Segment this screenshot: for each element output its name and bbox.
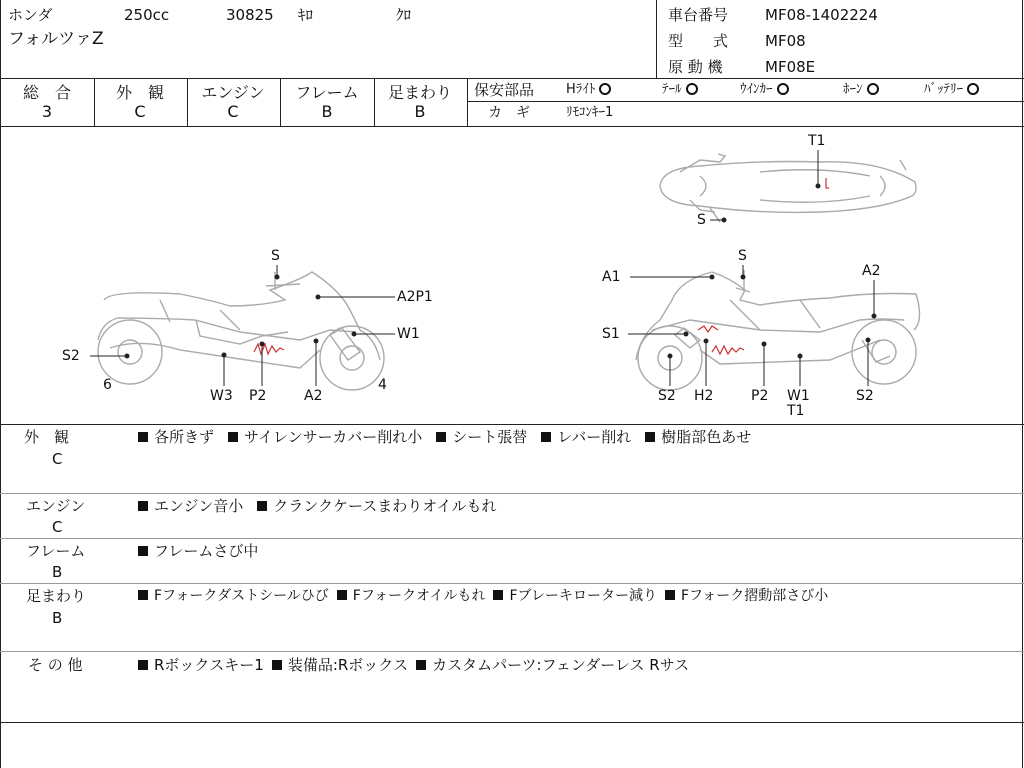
note-grade: C [52,450,63,468]
safety-item-horn [843,81,879,99]
diagram-label: A1 [602,269,621,285]
safety-item-label: ﾎｰﾝ [843,82,863,97]
note-text: シート張替 [452,428,528,446]
safety-item-label: ｳｲﾝｶｰ [740,82,773,97]
list-item [493,588,657,604]
bullet-square-icon [436,432,446,442]
diagram-label: H2 [694,388,714,404]
diagram-label: T1 [808,133,826,149]
bullet-square-icon [228,432,238,442]
grade-suspension-label: 足まわり [387,83,452,102]
note-category: 外 観 [24,428,70,446]
list-item [416,656,689,674]
diagram-label: A2 [862,263,881,279]
grade-suspension-value: B [414,102,426,121]
bullet-square-icon [257,501,267,511]
diagram-label: W1 [787,388,810,404]
diagram-label: W1 [397,326,420,342]
diagram-label: A2P1 [397,289,433,305]
note-text: フレームさび中 [154,542,259,560]
diagram-label: S2 [856,388,874,404]
maker: ホンダ [8,6,53,24]
ok-circle-icon [967,83,979,95]
ok-circle-icon [599,83,611,95]
note-items-other [138,656,703,674]
diagram-label: S2 [62,348,80,364]
grade-exterior-label: 外 観 [115,83,164,102]
note-text: クランクケースまわりオイルもれ [273,497,497,515]
bullet-square-icon [138,432,148,442]
mileage: 30825 [226,6,274,24]
note-category: フレーム [26,542,86,560]
list-item [138,497,243,515]
ok-circle-icon [867,83,879,95]
ok-circle-icon [777,83,789,95]
diagram-label: A2 [304,388,323,404]
engine-label: 原 動 機 [668,58,723,76]
safety-label: 保安部品 [474,81,535,99]
diagram-label: S1 [602,326,620,342]
note-text: Fフォークオイルもれ [352,588,486,604]
list-item [138,656,264,674]
note-grade: B [52,609,63,627]
type-label: 型 式 [668,32,729,50]
damage-mark [254,344,284,354]
safety-item-headlight [566,81,611,99]
note-text: カスタムパーツ:フェンダーレス Rサス [432,656,690,674]
list-item [436,428,527,446]
diagram-label: S [697,212,706,228]
diagram-label: 4 [378,377,387,393]
safety-item-winker [740,81,789,99]
diagram-label: W3 [210,388,233,404]
bullet-square-icon [541,432,551,442]
diagram-label: P2 [249,388,267,404]
note-category: 足まわり [26,587,87,605]
displacement: 250cc [124,6,170,24]
right-side-scooter [636,270,920,390]
note-grade: B [52,563,63,581]
bullet-square-icon [272,660,282,670]
key-label: カ ギ [488,105,530,121]
note-category: そ の 他 [28,656,83,674]
diagram-label: S2 [658,388,676,404]
bullet-square-icon [138,546,148,556]
note-items-engine [138,497,510,515]
bullet-square-icon [416,660,426,670]
note-text: Fブレーキローター減り [509,588,657,604]
left-side-scooter [98,272,384,390]
list-item [645,428,751,446]
diagram-label: 6 [103,377,112,393]
safety-item-tail [662,81,698,99]
diagram-label: S [271,248,280,264]
note-text: 装備品:Rボックス [287,656,409,674]
frame-no-label: 車台番号 [668,6,729,24]
note-text: レバー削れ [557,428,632,446]
note-grade: C [52,518,63,536]
bullet-square-icon [138,660,148,670]
bullet-square-icon [493,590,503,600]
note-items-frame [138,542,272,560]
diagram-label: P2 [751,388,769,404]
diagram-label: T1 [787,403,805,419]
grade-engine-value: C [227,102,239,121]
damage-mark [826,178,829,188]
note-items-suspension [138,587,828,605]
grade-overall-label: 総 合 [22,83,71,102]
ok-circle-icon [686,83,698,95]
note-text: サイレンサーカバー削れ小 [244,428,423,446]
safety-item-label: ﾊﾞｯﾃﾘｰ [924,82,963,97]
bullet-square-icon [337,590,347,600]
list-item [257,497,496,515]
list-item [272,656,408,674]
list-item [138,428,214,446]
list-item [541,428,631,446]
bullet-square-icon [665,590,675,600]
grade-overall-value: 3 [41,102,53,121]
note-text: 各所きず [154,428,215,446]
list-item [228,428,422,446]
grade-engine-label: エンジン [201,83,265,102]
note-text: Fフォーク摺動部さび小 [680,588,829,604]
bullet-square-icon [645,432,655,442]
safety-item-battery [924,81,979,99]
list-item [138,542,258,560]
note-text: Fフォークダストシールひび [154,588,329,604]
grade-frame-label: フレーム [295,83,359,102]
grade-exterior-value: C [134,102,146,121]
bullet-square-icon [138,590,148,600]
safety-item-label: ﾃｰﾙ [662,82,682,97]
list-item [337,588,486,604]
engine-value: MF08E [765,58,816,76]
color: ｸﾛ [396,6,412,24]
frame-no: MF08-1402224 [765,6,878,24]
safety-item-label: Hﾗｲﾄ [566,82,596,97]
damage-mark [698,326,718,332]
note-category: エンジン [26,497,86,515]
list-item [138,588,329,604]
note-text: Rボックスキー1 [154,656,264,674]
damage-mark [712,346,744,354]
mileage-unit: ｷﾛ [298,6,314,24]
list-item [665,588,828,604]
note-items-exterior [138,428,765,446]
bullet-square-icon [138,501,148,511]
note-text: 樹脂部色あせ [661,428,752,446]
type-value: MF08 [765,32,806,50]
grade-frame-value: B [321,102,333,121]
model-name: フォルツァZ [8,29,104,49]
note-text: エンジン音小 [154,497,244,515]
key-value: ﾘﾓｺﾝｷｰ1 [566,105,614,120]
diagram-label: S [738,248,747,264]
